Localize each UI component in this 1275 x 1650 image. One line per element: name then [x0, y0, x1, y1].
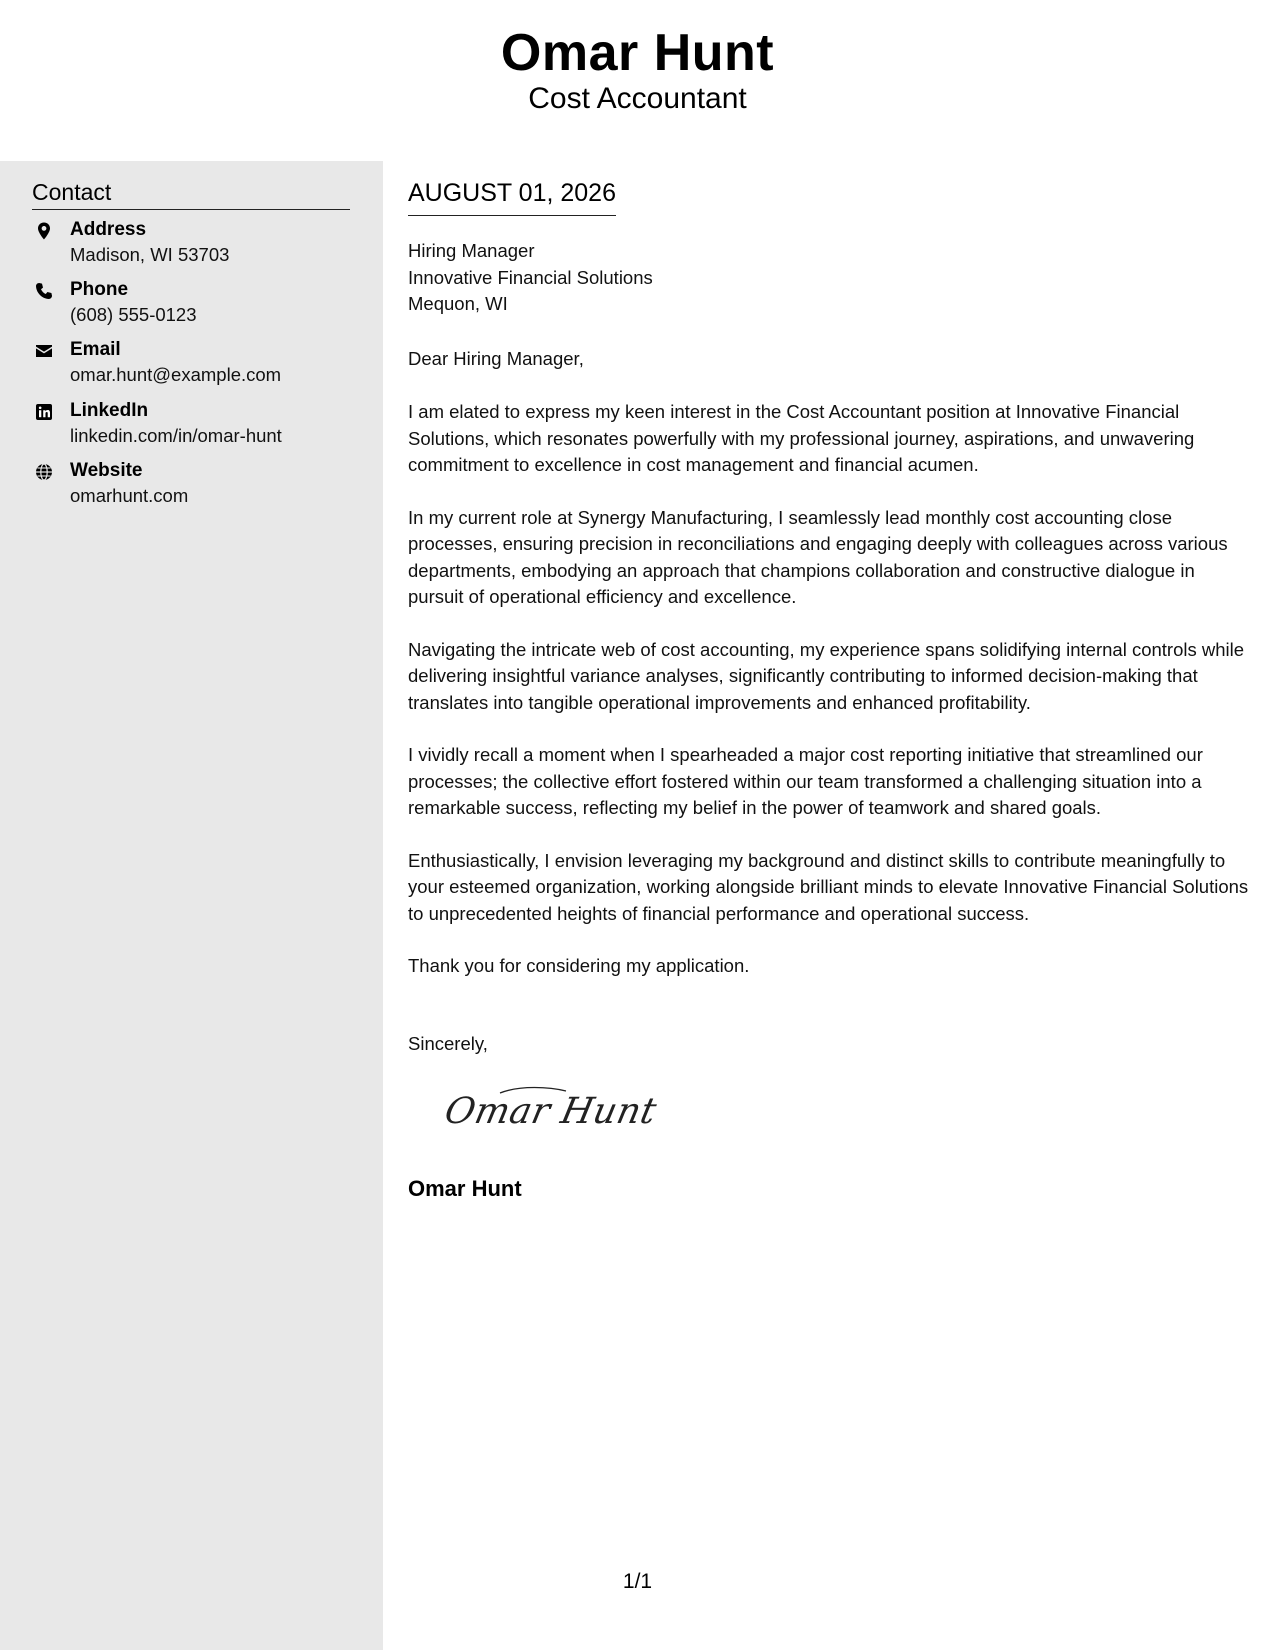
paragraph: Navigating the intricate web of cost accounting, my experience spans solidifying internal controls while delivering insightful variance analyses, significantly contributing to informed decision-making that translates into tangible operational improvements and enhanced profitability. [408, 638, 1245, 713]
recipient-location: Mequon, WI [408, 293, 508, 314]
phone-label: Phone [70, 279, 129, 300]
contact-sidebar [0, 161, 383, 1650]
svg-text:Omar Hunt: Omar Hunt [441, 1089, 661, 1132]
paragraph: Thank you for considering my application. [408, 955, 750, 976]
contact-email [32, 337, 362, 393]
linkedin-icon [34, 402, 54, 422]
applicant-name: Omar Hunt [500, 24, 775, 82]
globe-icon [34, 462, 54, 482]
contact-website [32, 458, 362, 514]
linkedin-value: linkedin.com/in/omar-hunt [70, 425, 282, 446]
handwritten-signature [440, 1081, 680, 1141]
paragraph: I vividly recall a moment when I spearheaded a major cost reporting initiative that streamlined our processes; the collective effort fostered within our team transformed a challenging situation into a remarkable success, reflecting my belief in the power of teamwork and shared goals. [408, 744, 1203, 818]
address-value: Madison, WI 53703 [70, 244, 230, 265]
letter-paragraphs [408, 399, 1250, 1006]
map-pin-icon [34, 221, 54, 241]
website-value: omarhunt.com [70, 485, 189, 506]
applicant-role: Cost Accountant [528, 82, 747, 115]
paragraph: In my current role at Synergy Manufacturing, I seamlessly lead monthly cost accounting close processes, ensuring precision in reconciliations and engaging deeply with colleagues across various departments, embodying an approach that champions collaboration and constructive dialogue in pursuit of operational efficiency and excellence. [408, 506, 1228, 607]
recipient-block [408, 238, 653, 318]
email-label: Email [70, 339, 121, 360]
paragraph: I am elated to express my keen interest in the Cost Accountant position at Innovative Financial Solutions, which resonates powerfully with my professional journey, aspirations, and unwavering commitment to excellence in cost management and financial acumen. [408, 401, 1195, 475]
linkedin-label: LinkedIn [70, 400, 149, 421]
envelope-icon [34, 341, 54, 361]
address-label: Address [70, 219, 147, 240]
contact-heading: Contact [32, 177, 350, 210]
contact-linkedin [32, 398, 362, 454]
letter-date: AUGUST 01, 2026 [408, 177, 616, 216]
recipient-company: Innovative Financial Solutions [408, 266, 653, 288]
website-label: Website [70, 460, 143, 481]
phone-icon [34, 281, 54, 301]
recipient-title: Hiring Manager [408, 240, 535, 261]
letter-header [0, 0, 1275, 161]
signer-name: Omar Hunt [408, 1176, 522, 1201]
phone-value: (608) 555-0123 [70, 304, 197, 325]
closing: Sincerely, [408, 1033, 488, 1054]
email-value: omar.hunt@example.com [70, 364, 282, 385]
page-number: 1/1 [622, 1570, 653, 1593]
contact-address [32, 217, 362, 273]
contact-phone [32, 277, 362, 333]
salutation: Dear Hiring Manager, [408, 348, 584, 369]
paragraph: Enthusiastically, I envision leveraging my background and distinct skills to contribute meaningfully to your esteemed organization, working alongside brilliant minds to elevate Innovative Financial Solutions to unprecedented heights of financial performance and operational success. [408, 849, 1249, 924]
